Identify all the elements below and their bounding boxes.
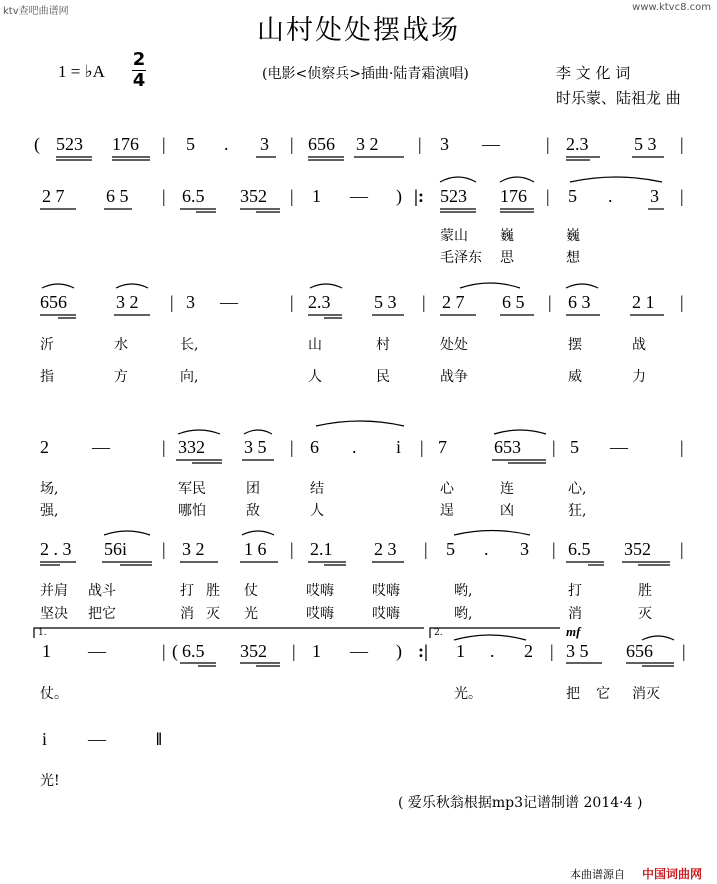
- row2-note: 3: [650, 186, 659, 206]
- lyric: 向,: [180, 369, 199, 385]
- row2-note: 5: [568, 186, 577, 206]
- lyric: 哪怕: [178, 503, 206, 519]
- row6-note: 352: [240, 641, 267, 661]
- repeat-start-sign: |:: [414, 186, 424, 206]
- row4-note: 7: [438, 437, 447, 457]
- row1-note: 2.3: [566, 134, 589, 154]
- row3-note: 6 3: [568, 292, 591, 312]
- lyric: 光: [244, 606, 258, 622]
- row2-dash: —: [350, 186, 368, 206]
- barline: |: [290, 186, 294, 206]
- row2-note: 1: [312, 186, 321, 206]
- lyric: 心: [440, 481, 454, 497]
- row1-note: 3: [260, 134, 269, 154]
- row2-close-paren: ): [396, 186, 402, 206]
- row1-note: 523: [56, 134, 83, 154]
- row2-note: 352: [240, 186, 267, 206]
- volta-2-label: 2.: [434, 628, 443, 638]
- lyric: 胜: [638, 583, 652, 599]
- lyric: 打: [568, 583, 582, 599]
- lyric: 仗: [244, 583, 258, 599]
- lyric: 指: [40, 369, 54, 385]
- barline: |: [546, 134, 550, 154]
- time-sig-top: 2: [132, 49, 146, 70]
- row6-note: 1: [312, 641, 321, 661]
- row4-note: 653: [494, 437, 521, 457]
- barline: |: [170, 292, 174, 312]
- row6-note: 6.5: [182, 641, 205, 661]
- row6-note: 656: [626, 641, 653, 661]
- volta-1-label: 1.: [38, 628, 47, 638]
- row4-note: 332: [178, 437, 205, 457]
- lyric: 狂,: [568, 503, 587, 519]
- lyric: 连: [500, 481, 514, 497]
- composer-credit: 时乐蒙、陆祖龙 曲: [556, 89, 681, 107]
- time-sig-bottom: 4: [132, 70, 146, 91]
- row5-note: 2 3: [374, 539, 397, 559]
- barline: |: [552, 437, 556, 457]
- row1-note: 3 2: [356, 134, 379, 154]
- barline: |: [162, 134, 166, 154]
- row5-note: 2 . 3: [40, 539, 72, 559]
- final-barline: ‖: [156, 729, 162, 749]
- lyric: 凶: [500, 503, 514, 519]
- row6-note: 2: [524, 641, 533, 661]
- row4-dash: —: [92, 437, 110, 457]
- row1-note: 5: [186, 134, 195, 154]
- lyric: 消: [568, 606, 582, 622]
- footer-site-link[interactable]: 中国词曲网: [642, 867, 703, 881]
- lyric: 战争: [440, 369, 468, 385]
- row1-dot: .: [224, 134, 229, 154]
- row1-note: 656: [308, 134, 335, 154]
- row6-note: 1: [42, 641, 51, 661]
- lyric: 胜: [206, 583, 220, 599]
- lyric: 力: [632, 369, 646, 385]
- row6-close-paren: ): [396, 641, 402, 661]
- lyric: 毛泽东: [440, 250, 482, 266]
- row7-high-note: i: [42, 729, 48, 749]
- barline: |: [550, 641, 554, 661]
- lyric: 逞: [440, 503, 454, 519]
- lyric: 把: [566, 686, 580, 702]
- barline: |: [424, 539, 428, 559]
- lyric: 打: [180, 583, 194, 599]
- row2-dot: .: [608, 186, 613, 206]
- row6-note: 1: [456, 641, 465, 661]
- lyric: 水: [114, 337, 128, 353]
- lyric: 人: [310, 503, 324, 519]
- lyric: 巍: [566, 228, 580, 244]
- row4-dash: —: [610, 437, 628, 457]
- song-title: 山村处处摆战场: [257, 15, 460, 46]
- lyric: 光!: [40, 773, 60, 789]
- lyric: 哟,: [454, 606, 473, 622]
- lyric: 坚决: [40, 606, 68, 622]
- row1-note: 5 3: [634, 134, 657, 154]
- lyric: 它: [596, 686, 610, 702]
- lyricist-credit: 李 文 化 词: [556, 64, 631, 82]
- lyric: 威: [568, 369, 582, 385]
- barline: |: [680, 134, 684, 154]
- repeat-end-sign: :|: [418, 641, 428, 661]
- barline: |: [162, 186, 166, 206]
- lyric: 方: [114, 369, 128, 385]
- lyric: 军民: [178, 481, 206, 497]
- row1-dash: —: [482, 134, 500, 154]
- barline: |: [418, 134, 422, 154]
- row2-note: 6 5: [106, 186, 129, 206]
- barline: |: [162, 641, 166, 661]
- lyric: 沂: [40, 337, 54, 353]
- lyric: 敌: [246, 503, 260, 519]
- barline: |: [162, 437, 166, 457]
- row6-dash: —: [350, 641, 368, 661]
- barline: |: [162, 539, 166, 559]
- row3-note: 3: [186, 292, 195, 312]
- barline: |: [420, 437, 424, 457]
- row4-dot: .: [352, 437, 357, 457]
- lyric: 并肩: [40, 583, 68, 599]
- lyric: 战斗: [88, 583, 116, 599]
- barline: |: [680, 539, 684, 559]
- row2-note: 2 7: [42, 186, 65, 206]
- row7-dash: —: [88, 729, 106, 749]
- lyric: 巍: [500, 228, 514, 244]
- row3-dash: —: [220, 292, 238, 312]
- lyric: 长,: [180, 337, 199, 353]
- lyric: 山: [308, 337, 322, 353]
- lyric: 仗。: [40, 686, 68, 702]
- row1-open-paren: (: [34, 134, 40, 154]
- lyric: 处处: [440, 337, 468, 353]
- row1-note: 3: [440, 134, 449, 154]
- barline: |: [682, 641, 686, 661]
- row5-note: 2.1: [310, 539, 333, 559]
- barline: |: [290, 539, 294, 559]
- barline: |: [290, 134, 294, 154]
- dynamic-marking: mf: [566, 624, 581, 639]
- lyric: 摆: [568, 337, 582, 353]
- row2-note: 176: [500, 186, 527, 206]
- barline: |: [548, 292, 552, 312]
- row5-dot: .: [484, 539, 489, 559]
- row3-note: 5 3: [374, 292, 397, 312]
- row5-note: 352: [624, 539, 651, 559]
- lyric: 想: [566, 250, 580, 266]
- row4-note: 6: [310, 437, 319, 457]
- row4-note: 2: [40, 437, 49, 457]
- lyric: 哎嗨: [306, 583, 334, 599]
- source-note: ( 爱乐秋翁根据mp3记谱制谱 2014·4 ): [398, 795, 643, 811]
- row6-note: 3 5: [566, 641, 589, 661]
- lyric: 团: [246, 481, 260, 497]
- row3-note: 6 5: [502, 292, 525, 312]
- barline: |: [546, 186, 550, 206]
- row2-note: 523: [440, 186, 467, 206]
- row3-note: 2.3: [308, 292, 331, 312]
- site-link-right[interactable]: www.ktvc8.com: [632, 2, 711, 13]
- lyric: 强,: [40, 503, 59, 519]
- row5-note: 3 2: [182, 539, 205, 559]
- barline: |: [292, 641, 296, 661]
- row5-note: 5: [446, 539, 455, 559]
- row3-note: 2 7: [442, 292, 465, 312]
- row6-dash: —: [88, 641, 106, 661]
- lyric: 村: [376, 337, 390, 353]
- row5-note: 1 6: [244, 539, 267, 559]
- row3-note: 2 1: [632, 292, 655, 312]
- lyric: 哎嗨: [306, 606, 334, 622]
- barline: |: [290, 292, 294, 312]
- barline: |: [422, 292, 426, 312]
- lyric: 光。: [454, 686, 482, 702]
- barline: |: [290, 437, 294, 457]
- row4-high-note: i: [396, 437, 402, 457]
- row5-note: 3: [520, 539, 529, 559]
- lyric: 哎嗨: [372, 606, 400, 622]
- lyric: 人: [308, 369, 322, 385]
- lyric: 灭: [638, 606, 652, 622]
- row2-note: 6.5: [182, 186, 205, 206]
- lyric: 蒙山: [440, 228, 468, 244]
- row3-note: 656: [40, 292, 67, 312]
- lyric: 民: [376, 369, 390, 385]
- lyric: 心,: [568, 481, 587, 497]
- subtitle: (电影<侦察兵>插曲·陆青霜演唱): [262, 66, 469, 82]
- lyric: 场,: [40, 481, 59, 497]
- lyric: 哟,: [454, 583, 473, 599]
- footer-source-label: 本曲谱源自: [570, 868, 625, 881]
- row4-note: 3 5: [244, 437, 267, 457]
- row6-open-paren: (: [172, 641, 178, 661]
- lyric: 战: [632, 337, 646, 353]
- row4-note: 5: [570, 437, 579, 457]
- lyric: 思: [500, 250, 514, 266]
- row1-note: 176: [112, 134, 139, 154]
- lyric: 灭: [206, 606, 220, 622]
- key-signature: 1 = ♭A: [58, 62, 105, 81]
- lyric: 哎嗨: [372, 583, 400, 599]
- row5-note: 6.5: [568, 539, 591, 559]
- site-link-left[interactable]: ktv查吧曲谱网: [3, 6, 69, 17]
- row5-note: 56i: [104, 539, 128, 559]
- barline: |: [680, 186, 684, 206]
- lyric: 把它: [88, 606, 116, 622]
- lyric: 消: [180, 606, 194, 622]
- barline: |: [680, 437, 684, 457]
- barline: |: [680, 292, 684, 312]
- barline: |: [552, 539, 556, 559]
- row3-note: 3 2: [116, 292, 139, 312]
- lyric: 结: [310, 481, 324, 497]
- row6-dot: .: [490, 641, 495, 661]
- lyric: 消灭: [632, 686, 660, 702]
